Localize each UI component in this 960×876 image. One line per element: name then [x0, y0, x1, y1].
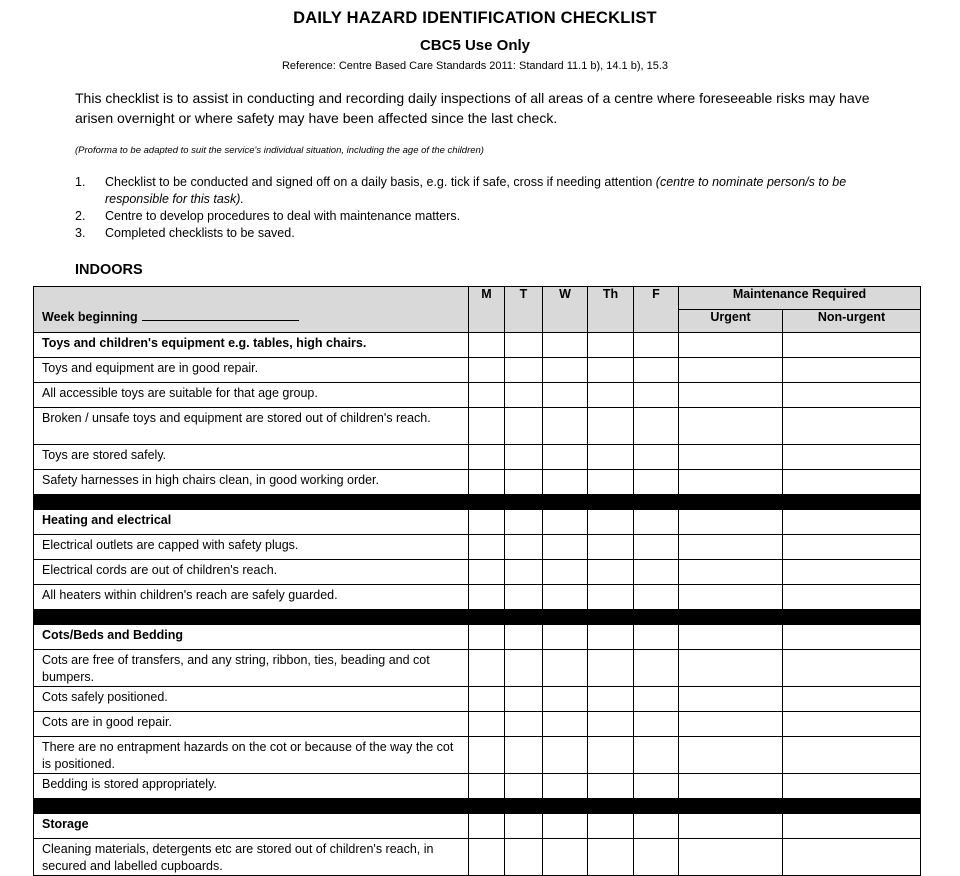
check-cell-w[interactable] [543, 535, 588, 560]
section-divider-bar [34, 610, 921, 625]
check-cell-w[interactable] [543, 650, 588, 687]
day-header-f: F [634, 287, 679, 333]
check-cell-w[interactable] [543, 470, 588, 495]
check-cell-f[interactable] [634, 333, 679, 358]
check-cell-m[interactable] [469, 333, 505, 358]
non-urgent-header: Non-urgent [783, 310, 921, 333]
section-divider-bar [34, 495, 921, 510]
check-cell-f[interactable] [634, 560, 679, 585]
day-header-t: T [505, 287, 543, 333]
instruction-text: Completed checklists to be saved. [105, 226, 295, 240]
reference-line: Reference: Centre Based Care Standards 2011: Standard 11.1 b), 14.1 b), 15.3 [281, 60, 669, 72]
check-cell-m[interactable] [469, 625, 505, 650]
check-cell-non-urgent[interactable] [783, 333, 921, 358]
checklist-row [34, 470, 921, 495]
check-cell-f[interactable] [634, 650, 679, 687]
check-cell-t[interactable] [505, 712, 543, 737]
check-cell-t[interactable] [505, 445, 543, 470]
day-header-th: Th [588, 287, 634, 333]
check-cell-m[interactable] [469, 839, 505, 876]
check-cell-f[interactable] [634, 839, 679, 876]
check-cell-non-urgent[interactable] [783, 383, 921, 408]
check-cell-t[interactable] [505, 408, 543, 445]
check-cell-th[interactable] [588, 333, 634, 358]
check-cell-w[interactable] [543, 585, 588, 610]
check-cell-th[interactable] [588, 625, 634, 650]
intro-paragraph: This checklist is to assist in conducting and recording daily inspections of all areas of a centre where foreseeable risks may have arisen overnight or where safety may have been affected since the last check. [75, 90, 870, 126]
checklist-row [34, 687, 921, 712]
check-cell-non-urgent[interactable] [783, 535, 921, 560]
check-cell-m[interactable] [469, 358, 505, 383]
check-cell-th[interactable] [588, 535, 634, 560]
check-cell-t[interactable] [505, 358, 543, 383]
check-cell-non-urgent[interactable] [783, 774, 921, 799]
instruction-text: Checklist to be conducted and signed off on a daily basis, e.g. tick if safe, cross if needing attention [105, 175, 656, 189]
check-cell-th[interactable] [588, 774, 634, 799]
check-cell-t[interactable] [505, 470, 543, 495]
check-cell-th[interactable] [588, 510, 634, 535]
category-label: Storage [34, 814, 469, 839]
check-cell-w[interactable] [543, 737, 588, 774]
category-row [34, 510, 921, 535]
checklist-row [34, 712, 921, 737]
checklist-row [34, 774, 921, 799]
check-cell-w[interactable] [543, 814, 588, 839]
checklist-item-label: Safety harnesses in high chairs clean, in good working order. [34, 470, 469, 495]
check-cell-urgent[interactable] [679, 333, 783, 358]
check-cell-f[interactable] [634, 535, 679, 560]
check-cell-urgent[interactable] [679, 445, 783, 470]
instruction-number: 3. [75, 226, 86, 240]
check-cell-f[interactable] [634, 774, 679, 799]
check-cell-non-urgent[interactable] [783, 358, 921, 383]
check-cell-th[interactable] [588, 358, 634, 383]
check-cell-urgent[interactable] [679, 383, 783, 408]
checklist-row [34, 358, 921, 383]
check-cell-m[interactable] [469, 510, 505, 535]
check-cell-th[interactable] [588, 445, 634, 470]
instruction-text: Centre to develop procedures to deal with maintenance matters. [105, 209, 461, 223]
check-cell-f[interactable] [634, 737, 679, 774]
check-cell-w[interactable] [543, 333, 588, 358]
checklist-row [34, 408, 921, 445]
check-cell-urgent[interactable] [679, 585, 783, 610]
week-beginning-header [34, 287, 469, 333]
check-cell-urgent[interactable] [679, 737, 783, 774]
check-cell-non-urgent[interactable] [783, 560, 921, 585]
checklist-row [34, 383, 921, 408]
check-cell-w[interactable] [543, 358, 588, 383]
check-cell-f[interactable] [634, 358, 679, 383]
checklist-item-label: Bedding is stored appropriately. [34, 774, 469, 799]
check-cell-non-urgent[interactable] [783, 445, 921, 470]
checklist-row [34, 585, 921, 610]
check-cell-urgent[interactable] [679, 408, 783, 445]
check-cell-m[interactable] [469, 774, 505, 799]
check-cell-f[interactable] [634, 585, 679, 610]
check-cell-urgent[interactable] [679, 687, 783, 712]
checklist-item-label: Electrical outlets are capped with safety plugs. [34, 535, 469, 560]
category-label: Cots/Beds and Bedding [34, 625, 469, 650]
section-heading: INDOORS [75, 262, 143, 278]
check-cell-urgent[interactable] [679, 814, 783, 839]
check-cell-w[interactable] [543, 774, 588, 799]
checklist-row [34, 737, 921, 774]
check-cell-t[interactable] [505, 814, 543, 839]
day-header-m: M [469, 287, 505, 333]
check-cell-m[interactable] [469, 712, 505, 737]
check-cell-w[interactable] [543, 408, 588, 445]
check-cell-non-urgent[interactable] [783, 737, 921, 774]
check-cell-m[interactable] [469, 560, 505, 585]
check-cell-f[interactable] [634, 470, 679, 495]
check-cell-t[interactable] [505, 383, 543, 408]
checklist-item-label: Broken / unsafe toys and equipment are stored out of children's reach. [34, 408, 469, 445]
section-divider [34, 799, 921, 814]
check-cell-th[interactable] [588, 650, 634, 687]
instruction-number: 2. [75, 209, 86, 223]
checklist-item-label: Toys are stored safely. [34, 445, 469, 470]
check-cell-t[interactable] [505, 333, 543, 358]
check-cell-th[interactable] [588, 712, 634, 737]
check-cell-th[interactable] [588, 560, 634, 585]
category-row [34, 814, 921, 839]
check-cell-non-urgent[interactable] [783, 650, 921, 687]
week-beginning-label: Week beginning [42, 310, 138, 324]
check-cell-non-urgent[interactable] [783, 510, 921, 535]
check-cell-urgent[interactable] [679, 839, 783, 876]
check-cell-w[interactable] [543, 687, 588, 712]
check-cell-m[interactable] [469, 445, 505, 470]
check-cell-w[interactable] [543, 712, 588, 737]
check-cell-non-urgent[interactable] [783, 625, 921, 650]
document-subtitle: CBC5 Use Only [419, 37, 531, 54]
maintenance-required-header: Maintenance Required [679, 287, 921, 310]
checklist-table [33, 286, 921, 876]
check-cell-th[interactable] [588, 839, 634, 876]
instruction-item [75, 174, 895, 208]
check-cell-th[interactable] [588, 585, 634, 610]
checklist-body [34, 333, 921, 876]
check-cell-t[interactable] [505, 839, 543, 876]
check-cell-th[interactable] [588, 408, 634, 445]
check-cell-non-urgent[interactable] [783, 470, 921, 495]
check-cell-non-urgent[interactable] [783, 814, 921, 839]
check-cell-t[interactable] [505, 650, 543, 687]
section-divider [34, 495, 921, 510]
check-cell-m[interactable] [469, 814, 505, 839]
checklist-row [34, 839, 921, 876]
checklist-item-label: Cleaning materials, detergents etc are stored out of children's reach, in secured and labelled cupboards. [34, 839, 469, 876]
check-cell-urgent[interactable] [679, 560, 783, 585]
instruction-item [75, 208, 895, 225]
instruction-note: (centre to nominate person/s to be responsible for this task). [105, 175, 847, 206]
check-cell-m[interactable] [469, 408, 505, 445]
check-cell-f[interactable] [634, 687, 679, 712]
proforma-note: (Proforma to be adapted to suit the service's individual situation, including the age of the children) [75, 145, 484, 156]
check-cell-t[interactable] [505, 625, 543, 650]
check-cell-w[interactable] [543, 445, 588, 470]
check-cell-f[interactable] [634, 712, 679, 737]
check-cell-f[interactable] [634, 445, 679, 470]
day-header-w: W [543, 287, 588, 333]
category-row [34, 625, 921, 650]
check-cell-non-urgent[interactable] [783, 408, 921, 445]
urgent-header: Urgent [679, 310, 783, 333]
check-cell-m[interactable] [469, 383, 505, 408]
check-cell-m[interactable] [469, 650, 505, 687]
check-cell-w[interactable] [543, 383, 588, 408]
document-title: DAILY HAZARD IDENTIFICATION CHECKLIST [293, 9, 657, 27]
check-cell-m[interactable] [469, 535, 505, 560]
checklist-item-label: There are no entrapment hazards on the cot or because of the way the cot is positioned. [34, 737, 469, 774]
check-cell-f[interactable] [634, 510, 679, 535]
check-cell-f[interactable] [634, 383, 679, 408]
instruction-number: 1. [75, 175, 86, 189]
checklist-item-label: Cots safely positioned. [34, 687, 469, 712]
category-row [34, 333, 921, 358]
check-cell-non-urgent[interactable] [783, 687, 921, 712]
category-label: Toys and children's equipment e.g. tables, high chairs. [34, 333, 469, 358]
check-cell-m[interactable] [469, 737, 505, 774]
week-beginning-blank[interactable] [142, 308, 299, 321]
check-cell-urgent[interactable] [679, 510, 783, 535]
check-cell-t[interactable] [505, 585, 543, 610]
check-cell-urgent[interactable] [679, 470, 783, 495]
check-cell-urgent[interactable] [679, 535, 783, 560]
checklist-row [34, 650, 921, 687]
check-cell-urgent[interactable] [679, 774, 783, 799]
check-cell-w[interactable] [543, 510, 588, 535]
check-cell-f[interactable] [634, 625, 679, 650]
check-cell-t[interactable] [505, 737, 543, 774]
checklist-row [34, 535, 921, 560]
check-cell-m[interactable] [469, 585, 505, 610]
checklist-item-label: Cots are in good repair. [34, 712, 469, 737]
check-cell-w[interactable] [543, 839, 588, 876]
check-cell-th[interactable] [588, 814, 634, 839]
check-cell-m[interactable] [469, 470, 505, 495]
check-cell-th[interactable] [588, 737, 634, 774]
check-cell-f[interactable] [634, 814, 679, 839]
check-cell-w[interactable] [543, 625, 588, 650]
check-cell-f[interactable] [634, 408, 679, 445]
section-divider [34, 610, 921, 625]
checklist-item-label: All accessible toys are suitable for that age group. [34, 383, 469, 408]
check-cell-non-urgent[interactable] [783, 712, 921, 737]
checklist-row [34, 445, 921, 470]
check-cell-m[interactable] [469, 687, 505, 712]
instructions-list [75, 174, 895, 242]
check-cell-w[interactable] [543, 560, 588, 585]
checklist-row [34, 560, 921, 585]
check-cell-t[interactable] [505, 774, 543, 799]
check-cell-urgent[interactable] [679, 712, 783, 737]
check-cell-t[interactable] [505, 560, 543, 585]
check-cell-th[interactable] [588, 383, 634, 408]
checklist-item-label: Toys and equipment are in good repair. [34, 358, 469, 383]
check-cell-th[interactable] [588, 687, 634, 712]
checklist-item-label: Cots are free of transfers, and any string, ribbon, ties, beading and cot bumpers. [34, 650, 469, 687]
checklist-item-label: Electrical cords are out of children's reach. [34, 560, 469, 585]
check-cell-urgent[interactable] [679, 625, 783, 650]
section-divider-bar [34, 799, 921, 814]
check-cell-non-urgent[interactable] [783, 585, 921, 610]
check-cell-urgent[interactable] [679, 358, 783, 383]
check-cell-t[interactable] [505, 510, 543, 535]
instruction-item [75, 225, 895, 242]
check-cell-urgent[interactable] [679, 650, 783, 687]
checklist-item-label: All heaters within children's reach are safely guarded. [34, 585, 469, 610]
check-cell-t[interactable] [505, 535, 543, 560]
category-label: Heating and electrical [34, 510, 469, 535]
check-cell-th[interactable] [588, 470, 634, 495]
check-cell-t[interactable] [505, 687, 543, 712]
check-cell-non-urgent[interactable] [783, 839, 921, 876]
